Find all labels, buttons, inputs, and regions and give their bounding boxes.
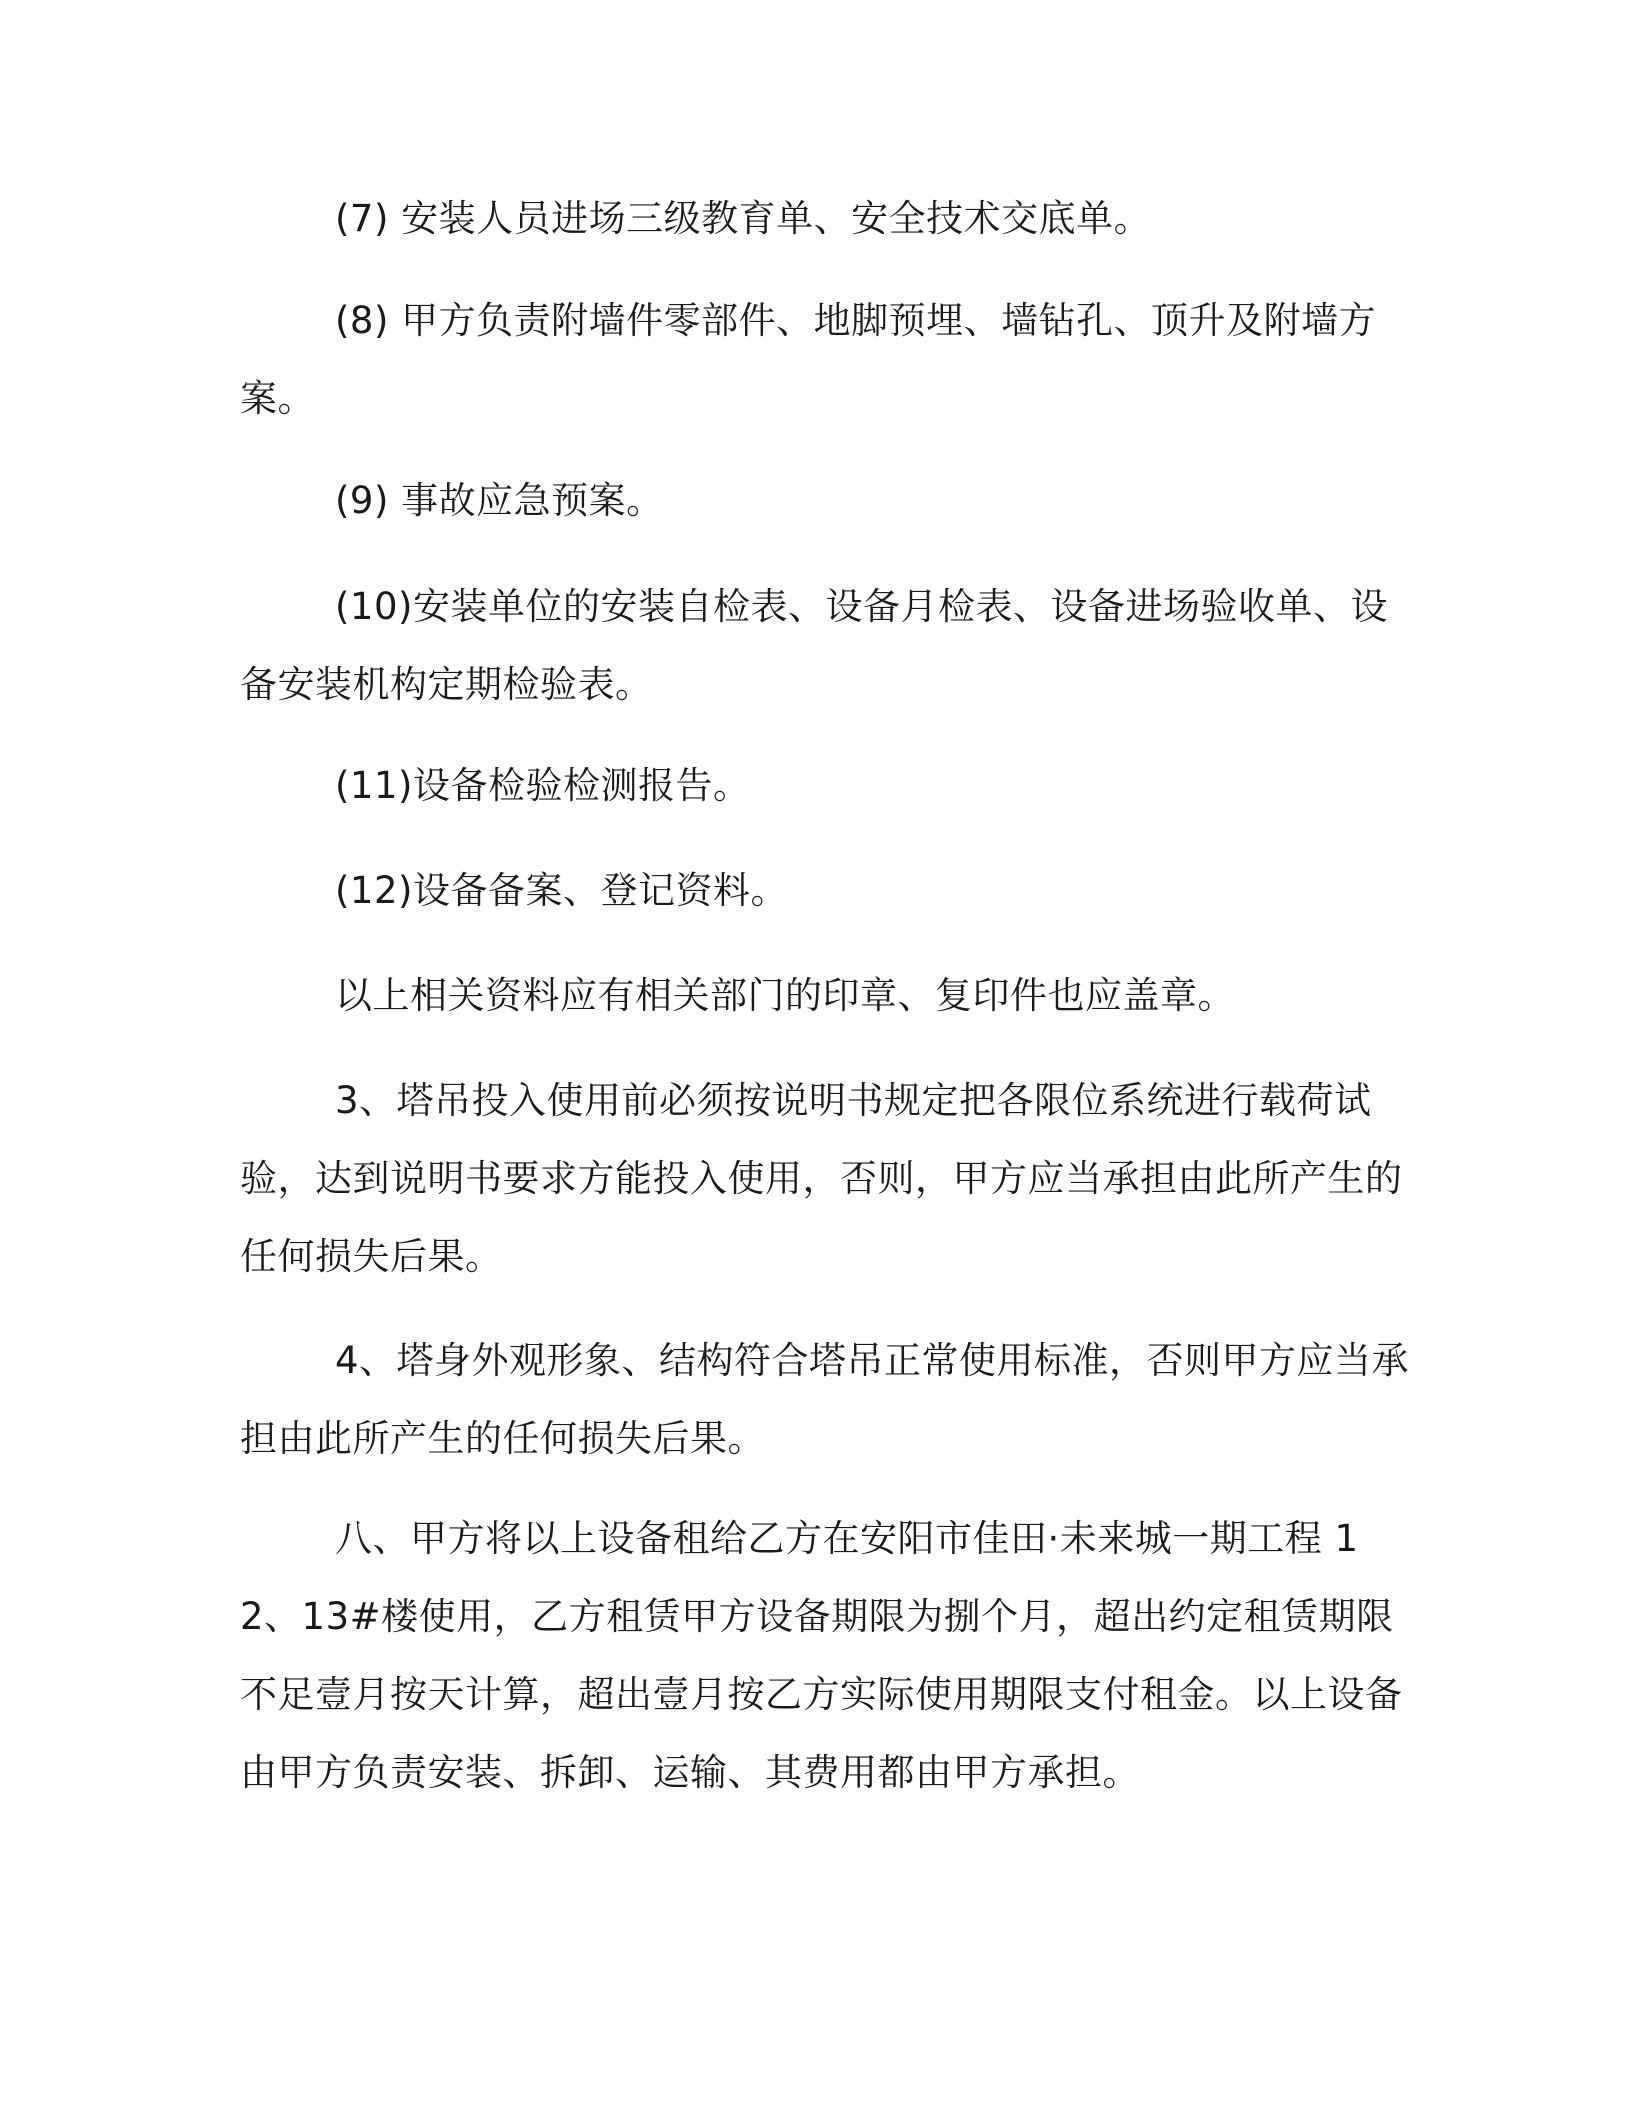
paragraph-item-12: (12)设备备案、登记资料。 xyxy=(335,869,788,912)
paragraph-clause-3: 3、塔吊投入使用前必须按说明书规定把各限位系统进行载荷试验，达到说明书要求方能投入使用，否则，甲方应当承担由此所产生的任何损失后果。 xyxy=(240,1079,1403,1278)
paragraph-section-eight: 八、甲方将以上设备租给乙方在安阳市佳田·未来城一期工程 12、13#楼使用，乙方租赁甲方设备期限为捌个月，超出约定租赁期限不足壹月按天计算，超出壹月按乙方实际使用期限支付租金。以上设备由甲方负责安装、拆卸、运输、其费用都由甲方承担。 xyxy=(240,1517,1403,1794)
paragraph-item-7: (7) 安装人员进场三级教育单、安全技术交底单。 xyxy=(335,197,1152,240)
paragraph-item-8: (8) 甲方负责附墙件零部件、地脚预埋、墙钻孔、顶升及附墙方案。 xyxy=(240,299,1377,420)
paragraph-seal-note: 以上相关资料应有相关部门的印章、复印件也应盖章。 xyxy=(335,974,1235,1017)
paragraph-item-11: (11)设备检验检测报告。 xyxy=(335,764,751,807)
paragraph-clause-4: 4、塔身外观形象、结构符合塔吊正常使用标准，否则甲方应当承担由此所产生的任何损失后果。 xyxy=(240,1339,1410,1460)
paragraph-item-9: (9) 事故应急预案。 xyxy=(335,479,664,522)
paragraph-item-10: (10)安装单位的安装自检表、设备月检表、设备进场验收单、设备安装机构定期检验表。 xyxy=(240,585,1388,706)
